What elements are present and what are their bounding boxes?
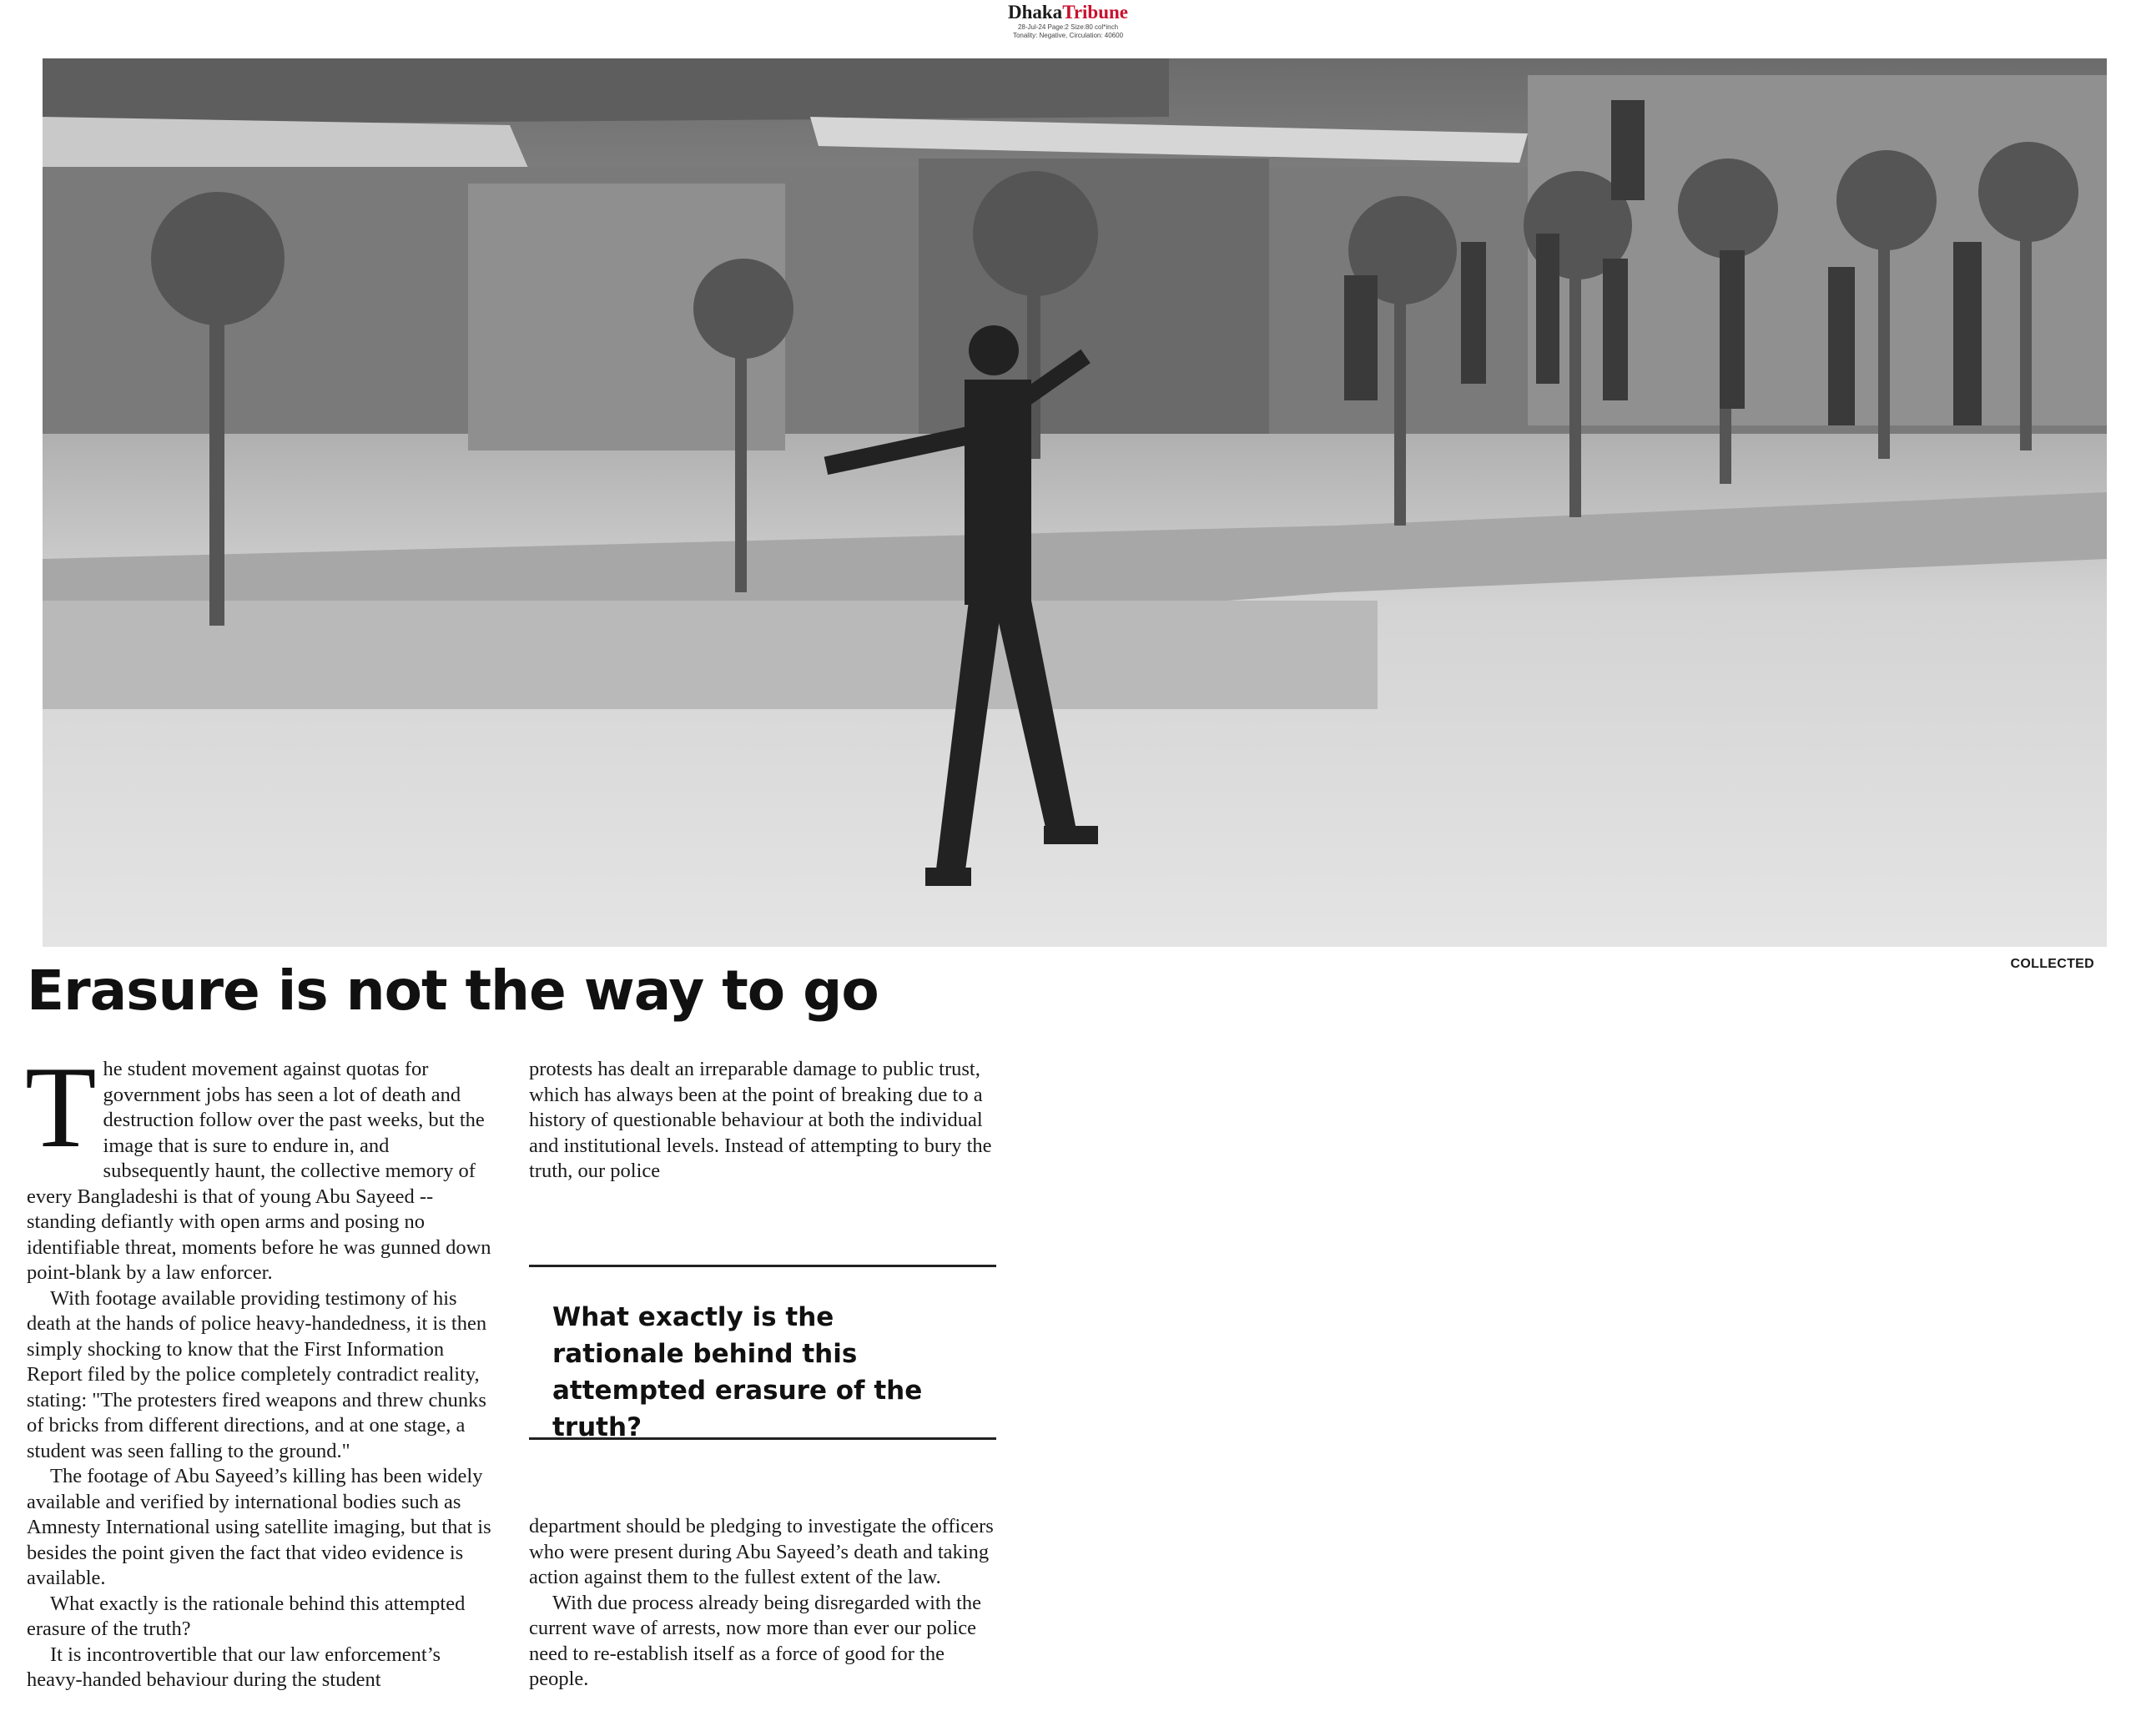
paragraph-5-continued: protests has dealt an irreparable damage to public trust, which has always been at the point of breaking due to a history of questionable behaviour at both the individual and institutional levels. Instead of attempting to bury the truth, our police <box>529 1058 992 1182</box>
photo-illustration <box>43 58 2107 947</box>
article-column-1 <box>25 1043 494 1693</box>
paragraph-4: What exactly is the rationale behind this attempted erasure of the truth? <box>27 1592 466 1640</box>
masthead <box>0 2 2136 40</box>
article-headline: Erasure is not the way to go <box>27 959 879 1023</box>
drop-cap: T <box>25 1043 97 1172</box>
article-column-2-top <box>529 1057 996 1185</box>
clipping-meta-line2: Tonality: Negative, Circulation: 40600 <box>1012 32 1124 39</box>
news-photo <box>43 58 2107 947</box>
pull-quote <box>529 1265 996 1440</box>
paragraph-5: It is incontrovertible that our law enforcement’s heavy-handed behaviour during the student <box>27 1643 441 1691</box>
logo-part-tribune: Tribune <box>1062 2 1129 23</box>
paragraph-6: With due process already being disregarded with the current wave of arrests, now more than ever our police need to re-establish itself as a force of good for the people. <box>529 1591 982 1690</box>
pull-quote-text: What exactly is the rationale behind this attempted erasure of the truth? <box>552 1302 923 1442</box>
paragraph-1-text: he student movement against quotas for government jobs has seen a lot of death and destruction follow over the past weeks, but the image that is sure to endure in, and subsequently haunt, the collective memory of every Bangladeshi is that of young Abu Sayeed -- standing defiantly with open arms and posing no identifiable threat, moments before he was gunned down point-blank by a law enforcer. <box>27 1058 491 1284</box>
logo-part-dhaka: Dhaka <box>1007 2 1063 23</box>
paragraph-3: The footage of Abu Sayeed’s killing has been widely available and verified by international bodies such as Amnesty International using satellite imaging, but that is besides the point given the fact that video evidence is available. <box>27 1465 491 1589</box>
clipping-meta-line1: 28-Jul-24 Page:2 Size:80 col*inch <box>1017 23 1119 31</box>
paragraph-1 <box>25 1043 494 1286</box>
paragraph-2: With footage available providing testimony of his death at the hands of police heavy-handedness, it is then simply shocking to know that the First Information Report filed by the police completely contradict reality, stating: "The protesters fired weapons and threw chunks of bricks from different directions, and at one stage, a student was seen falling to the ground." <box>27 1286 487 1462</box>
photo-credit: COLLECTED <box>2010 957 2094 971</box>
article-column-2-bottom <box>529 1514 996 1693</box>
paragraph-5-end: department should be pledging to investigate the officers who were present during Abu Sayeed’s death and taking action against them to the fullest extent of the law. <box>529 1515 994 1588</box>
newspaper-logo <box>0 2 2136 23</box>
